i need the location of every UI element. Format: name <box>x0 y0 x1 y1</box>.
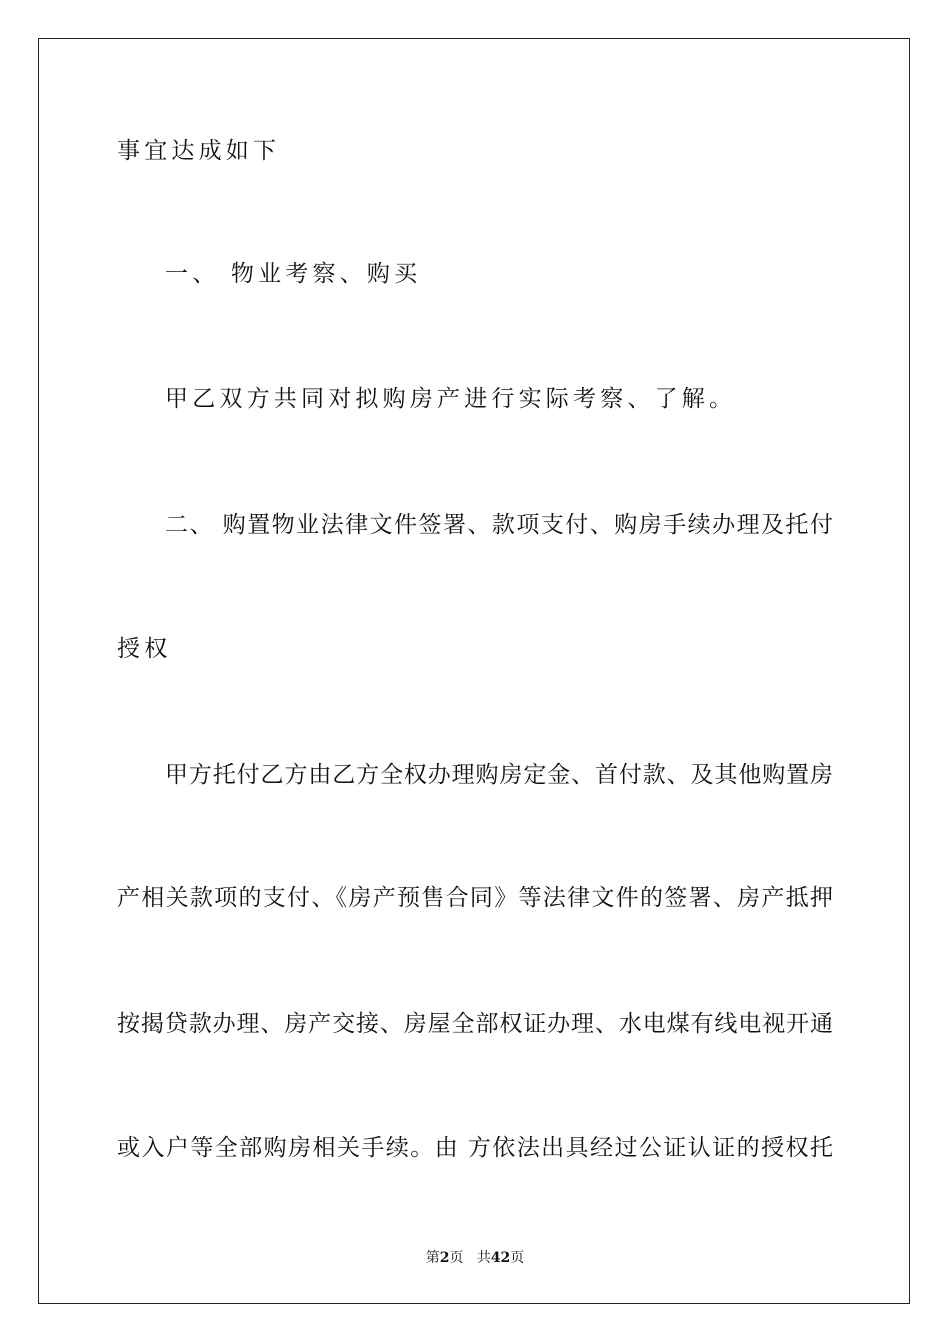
page-border <box>38 38 910 1304</box>
footer-total-prefix: 共 <box>476 1250 491 1266</box>
footer-page-suffix: 页 <box>449 1250 464 1266</box>
text-line-8: 按揭贷款办理、房产交接、房屋全部权证办理、水电煤有线电视开通 <box>117 1011 833 1037</box>
footer-page-prefix: 第 <box>425 1250 440 1266</box>
text-line-7: 产相关款项的支付、《房产预售合同》等法律文件的签署、房产抵押 <box>117 885 833 911</box>
text-line-6: 甲方托付乙方由乙方全权办理购房定金、首付款、及其他购置房 <box>165 762 833 788</box>
section-heading-1: 一、 物业考察、购买 <box>165 261 422 287</box>
text-line-9: 或入户等全部购房相关手续。由 方依法出具经过公证认证的授权托 <box>117 1135 833 1161</box>
text-line-1: 事宜达成如下 <box>117 138 281 164</box>
footer-total-suffix: 页 <box>510 1250 525 1266</box>
page-footer <box>0 1249 950 1267</box>
text-line-5: 授权 <box>117 636 172 662</box>
footer-total-pages: 42 <box>490 1250 511 1266</box>
footer-page-number: 2 <box>439 1250 450 1266</box>
text-line-3: 甲乙双方共同对拟购房产进行实际考察、了解。 <box>165 386 737 412</box>
section-heading-2: 二、 购置物业法律文件签署、款项支付、购房手续办理及托付 <box>165 512 833 538</box>
